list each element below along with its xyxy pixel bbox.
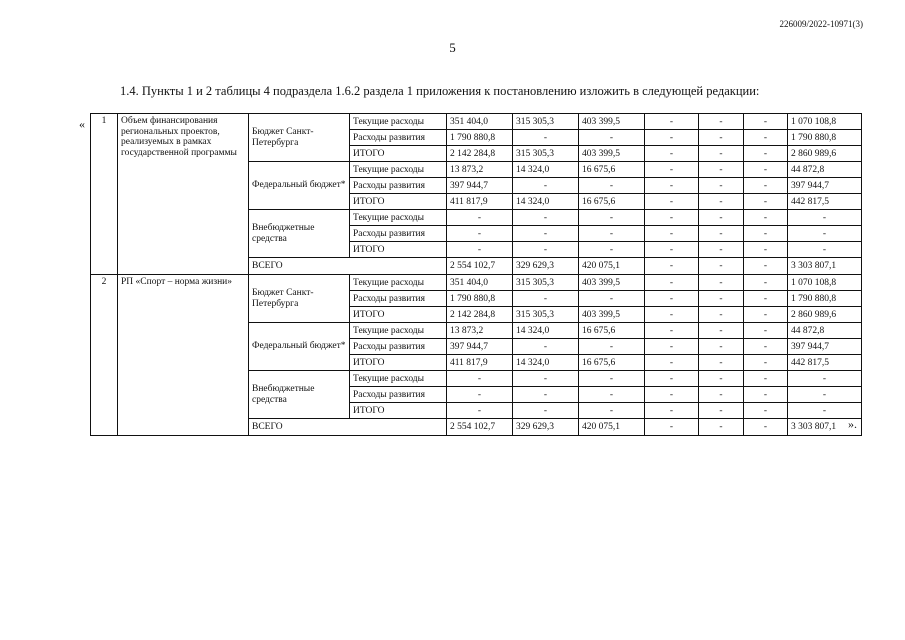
value-cell: 1 070 108,8	[788, 114, 862, 130]
value-cell: 351 404,0	[447, 114, 513, 130]
funding-source: Федеральный бюджет*	[249, 323, 350, 371]
value-cell: 442 817,5	[788, 355, 862, 371]
value-cell: -	[744, 242, 788, 258]
value-cell: -	[744, 355, 788, 371]
expense-type: Расходы развития	[350, 226, 447, 242]
value-cell: 14 324,0	[513, 162, 579, 178]
total-value-cell: 420 075,1	[579, 258, 645, 275]
value-cell: -	[744, 275, 788, 291]
expense-type: ИТОГО	[350, 242, 447, 258]
expense-type: Текущие расходы	[350, 275, 447, 291]
funding-source: Бюджет Санкт-Петербурга	[249, 275, 350, 323]
value-cell: 397 944,7	[447, 339, 513, 355]
value-cell: -	[513, 210, 579, 226]
value-cell: -	[699, 210, 744, 226]
value-cell: -	[447, 242, 513, 258]
value-cell: -	[699, 323, 744, 339]
value-cell: 315 305,3	[513, 307, 579, 323]
value-cell: -	[645, 194, 699, 210]
total-value-cell: -	[699, 419, 744, 436]
value-cell: -	[579, 242, 645, 258]
value-cell: 2 860 989,6	[788, 307, 862, 323]
value-cell: 411 817,9	[447, 355, 513, 371]
value-cell: -	[513, 371, 579, 387]
expense-type: ИТОГО	[350, 146, 447, 162]
expense-type: Текущие расходы	[350, 323, 447, 339]
value-cell: -	[744, 323, 788, 339]
value-cell: -	[744, 146, 788, 162]
value-cell: 403 399,5	[579, 146, 645, 162]
value-cell: 397 944,7	[788, 178, 862, 194]
value-cell: -	[699, 355, 744, 371]
value-cell: -	[699, 242, 744, 258]
value-cell: 315 305,3	[513, 146, 579, 162]
value-cell: -	[699, 275, 744, 291]
value-cell: -	[744, 291, 788, 307]
value-cell: 2 142 284,8	[447, 307, 513, 323]
expense-type: Расходы развития	[350, 387, 447, 403]
value-cell: -	[788, 210, 862, 226]
value-cell: -	[513, 339, 579, 355]
value-cell: 442 817,5	[788, 194, 862, 210]
total-value-cell: 2 554 102,7	[447, 258, 513, 275]
value-cell: 2 142 284,8	[447, 146, 513, 162]
value-cell: -	[744, 307, 788, 323]
table-row	[91, 275, 862, 291]
value-cell: -	[447, 210, 513, 226]
value-cell: -	[447, 226, 513, 242]
value-cell: -	[645, 162, 699, 178]
intro-paragraph: 1.4. Пункты 1 и 2 таблицы 4 подраздела 1.6.2 раздела 1 приложения к постановлению изложить в следующей редакции:	[120, 84, 760, 98]
value-cell: 403 399,5	[579, 114, 645, 130]
value-cell: -	[699, 130, 744, 146]
value-cell: -	[645, 130, 699, 146]
value-cell: 1 790 880,8	[447, 130, 513, 146]
value-cell: 315 305,3	[513, 275, 579, 291]
total-value-cell: 420 075,1	[579, 419, 645, 436]
value-cell: -	[699, 178, 744, 194]
value-cell: -	[788, 387, 862, 403]
value-cell: 44 872,8	[788, 323, 862, 339]
value-cell: 1 790 880,8	[788, 130, 862, 146]
total-value-cell: 329 629,3	[513, 419, 579, 436]
total-value-cell: 2 554 102,7	[447, 419, 513, 436]
total-value-cell: 329 629,3	[513, 258, 579, 275]
value-cell: -	[513, 403, 579, 419]
total-value-cell: -	[645, 258, 699, 275]
expense-type: Расходы развития	[350, 178, 447, 194]
table-row	[91, 114, 862, 130]
value-cell: -	[699, 226, 744, 242]
value-cell: 351 404,0	[447, 275, 513, 291]
value-cell: -	[513, 130, 579, 146]
value-cell: -	[579, 371, 645, 387]
total-value-cell: -	[744, 258, 788, 275]
value-cell: 16 675,6	[579, 194, 645, 210]
value-cell: -	[645, 275, 699, 291]
value-cell: -	[744, 403, 788, 419]
value-cell: -	[699, 387, 744, 403]
value-cell: -	[744, 130, 788, 146]
value-cell: 14 324,0	[513, 323, 579, 339]
value-cell: -	[513, 178, 579, 194]
value-cell: -	[699, 403, 744, 419]
value-cell: 14 324,0	[513, 194, 579, 210]
value-cell: -	[699, 371, 744, 387]
total-value-cell: 3 303 807,1	[788, 258, 862, 275]
total-value-cell: 3 303 807,1	[788, 419, 862, 436]
value-cell: -	[645, 291, 699, 307]
value-cell: -	[645, 371, 699, 387]
funding-source: Бюджет Санкт-Петербурга	[249, 114, 350, 162]
document-number: 226009/2022-10971(3)	[779, 19, 863, 29]
expense-type: Текущие расходы	[350, 114, 447, 130]
value-cell: 16 675,6	[579, 162, 645, 178]
value-cell: -	[579, 130, 645, 146]
funding-source: Внебюджетные средства	[249, 371, 350, 419]
closing-quote: ».	[848, 417, 857, 431]
value-cell: 13 873,2	[447, 162, 513, 178]
value-cell: 13 873,2	[447, 323, 513, 339]
value-cell: -	[579, 339, 645, 355]
value-cell: -	[788, 403, 862, 419]
value-cell: -	[699, 339, 744, 355]
value-cell: -	[645, 339, 699, 355]
value-cell: -	[513, 387, 579, 403]
total-label: ВСЕГО	[249, 419, 447, 436]
value-cell: -	[744, 178, 788, 194]
value-cell: -	[645, 387, 699, 403]
value-cell: 1 790 880,8	[447, 291, 513, 307]
expense-type: Расходы развития	[350, 130, 447, 146]
value-cell: 403 399,5	[579, 275, 645, 291]
value-cell: 16 675,6	[579, 323, 645, 339]
financing-table	[90, 113, 862, 436]
value-cell: -	[579, 226, 645, 242]
value-cell: -	[699, 291, 744, 307]
value-cell: -	[744, 194, 788, 210]
total-label: ВСЕГО	[249, 258, 447, 275]
value-cell: -	[744, 339, 788, 355]
expense-type: Расходы развития	[350, 339, 447, 355]
value-cell: -	[513, 242, 579, 258]
expense-type: Расходы развития	[350, 291, 447, 307]
value-cell: 1 790 880,8	[788, 291, 862, 307]
value-cell: -	[447, 403, 513, 419]
value-cell: -	[645, 210, 699, 226]
value-cell: -	[645, 242, 699, 258]
value-cell: -	[579, 210, 645, 226]
value-cell: -	[513, 291, 579, 307]
value-cell: -	[788, 242, 862, 258]
value-cell: -	[645, 114, 699, 130]
expense-type: ИТОГО	[350, 355, 447, 371]
value-cell: 411 817,9	[447, 194, 513, 210]
expense-type: ИТОГО	[350, 307, 447, 323]
value-cell: -	[645, 146, 699, 162]
expense-type: ИТОГО	[350, 194, 447, 210]
value-cell: -	[699, 146, 744, 162]
expense-type: Текущие расходы	[350, 210, 447, 226]
value-cell: -	[579, 403, 645, 419]
value-cell: -	[645, 323, 699, 339]
value-cell: -	[744, 371, 788, 387]
value-cell: -	[513, 226, 579, 242]
total-value-cell: -	[699, 258, 744, 275]
value-cell: -	[699, 114, 744, 130]
opening-quote: «	[79, 117, 85, 131]
total-value-cell: -	[744, 419, 788, 436]
row-name: РП «Спорт – норма жизни»	[118, 275, 249, 436]
value-cell: 1 070 108,8	[788, 275, 862, 291]
value-cell: -	[579, 291, 645, 307]
value-cell: -	[699, 162, 744, 178]
row-number: 1	[91, 114, 118, 275]
value-cell: -	[744, 226, 788, 242]
funding-source: Федеральный бюджет*	[249, 162, 350, 210]
value-cell: -	[744, 162, 788, 178]
expense-type: Текущие расходы	[350, 371, 447, 387]
value-cell: -	[744, 210, 788, 226]
value-cell: -	[645, 355, 699, 371]
value-cell: -	[645, 307, 699, 323]
value-cell: -	[447, 371, 513, 387]
value-cell: -	[579, 387, 645, 403]
value-cell: -	[447, 387, 513, 403]
value-cell: -	[788, 226, 862, 242]
value-cell: -	[699, 194, 744, 210]
funding-source: Внебюджетные средства	[249, 210, 350, 258]
row-number: 2	[91, 275, 118, 436]
value-cell: 397 944,7	[447, 178, 513, 194]
expense-type: Текущие расходы	[350, 162, 447, 178]
value-cell: -	[645, 178, 699, 194]
value-cell: 315 305,3	[513, 114, 579, 130]
value-cell: -	[645, 403, 699, 419]
value-cell: -	[788, 371, 862, 387]
value-cell: -	[744, 387, 788, 403]
value-cell: 14 324,0	[513, 355, 579, 371]
value-cell: -	[579, 178, 645, 194]
value-cell: 403 399,5	[579, 307, 645, 323]
value-cell: 397 944,7	[788, 339, 862, 355]
total-value-cell: -	[645, 419, 699, 436]
value-cell: 2 860 989,6	[788, 146, 862, 162]
row-name: Объем финансирования региональных проектов, реализуемых в рамках государственной программы	[118, 114, 249, 275]
value-cell: 16 675,6	[579, 355, 645, 371]
value-cell: -	[699, 307, 744, 323]
value-cell: -	[744, 114, 788, 130]
value-cell: -	[645, 226, 699, 242]
page-number: 5	[449, 40, 456, 55]
expense-type: ИТОГО	[350, 403, 447, 419]
value-cell: 44 872,8	[788, 162, 862, 178]
